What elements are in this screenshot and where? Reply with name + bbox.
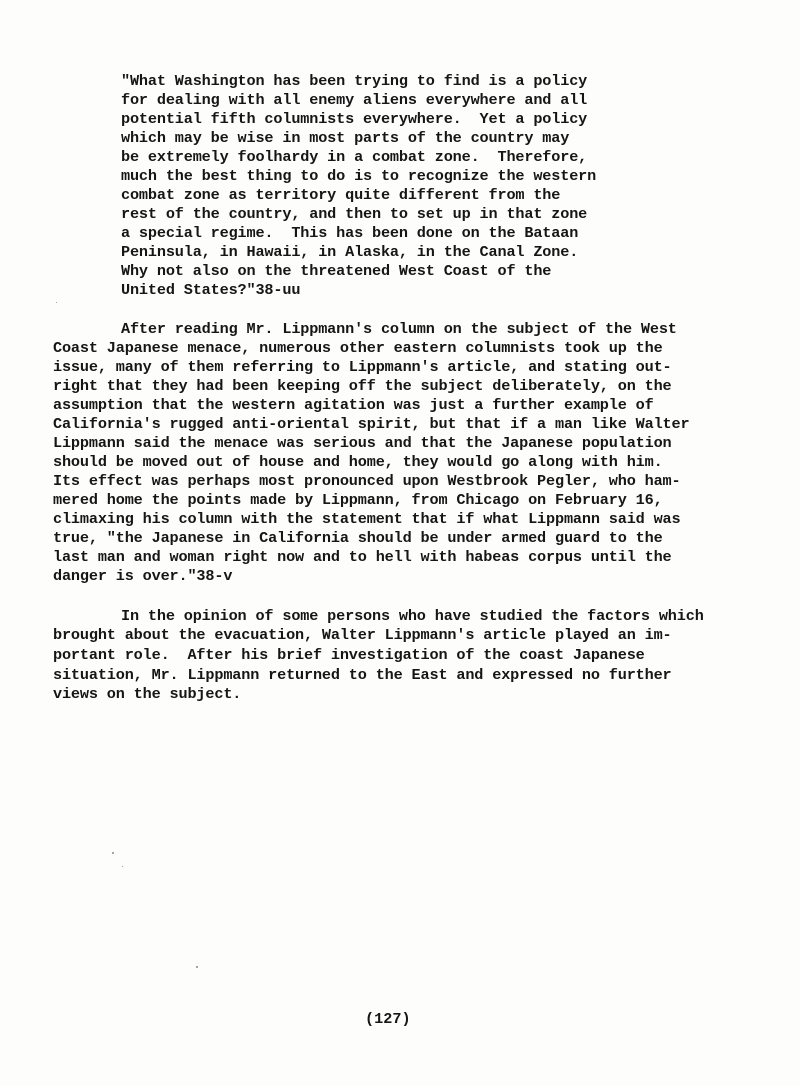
paragraph-line: views on the subject. [53,685,242,703]
quote-line: "What Washington has been trying to find is a policy [121,72,588,90]
scan-speck [196,966,198,968]
paragraph-line: should be moved out of house and home, they would go along with him. [53,453,663,471]
paragraph-line: true, "the Japanese in California should be under armed guard to the [53,529,663,547]
scan-speck [112,852,114,854]
paragraph-line: California's rugged anti-oriental spirit, but that if a man like Walter [53,415,690,433]
quote-line: combat zone as territory quite different from the [121,186,561,204]
paragraph-line: mered home the points made by Lippmann, from Chicago on February 16, [53,491,663,509]
quote-line: potential fifth columnists everywhere. Yet a policy [121,110,588,128]
quote-line: United States?"38-uu [121,281,301,299]
paragraph-line: last man and woman right now and to hell with habeas corpus until the [53,548,672,566]
paragraph-line: After reading Mr. Lippmann's column on the subject of the West [121,320,677,338]
paragraph-line: In the opinion of some persons who have studied the factors which [121,607,704,625]
page-number: (127) [365,1010,411,1028]
paragraph-line: brought about the evacuation, Walter Lippmann's article played an im- [53,626,672,644]
paragraph-line: portant role. After his brief investigation of the coast Japanese [53,646,645,664]
quote-line: a special regime. This has been done on the Bataan [121,224,579,242]
paragraph-line: right that they had been keeping off the subject deliberately, on the [53,377,672,395]
quote-line: much the best thing to do is to recognize the western [121,167,597,185]
quote-line: for dealing with all enemy aliens everywhere and all [121,91,588,109]
paragraph-line: situation, Mr. Lippmann returned to the East and expressed no further [53,666,672,684]
scan-speck [122,866,123,867]
paragraph-line: danger is over."38-v [53,567,233,585]
quote-line: which may be wise in most parts of the country may [121,129,570,147]
scan-speck [56,302,57,303]
quote-line: rest of the country, and then to set up in that zone [121,205,588,223]
paragraph-line: Coast Japanese menace, numerous other eastern columnists took up the [53,339,663,357]
paragraph-line: issue, many of them referring to Lippmann's article, and stating out- [53,358,672,376]
paragraph-line: Its effect was perhaps most pronounced upon Westbrook Pegler, who ham- [53,472,681,490]
paragraph-line: Lippmann said the menace was serious and that the Japanese population [53,434,672,452]
paragraph-line: assumption that the western agitation was just a further example of [53,396,654,414]
quote-line: be extremely foolhardy in a combat zone. Therefore, [121,148,588,166]
quote-line: Peninsula, in Hawaii, in Alaska, in the Canal Zone. [121,243,579,261]
quote-line: Why not also on the threatened West Coast of the [121,262,552,280]
paragraph-line: climaxing his column with the statement that if what Lippmann said was [53,510,681,528]
